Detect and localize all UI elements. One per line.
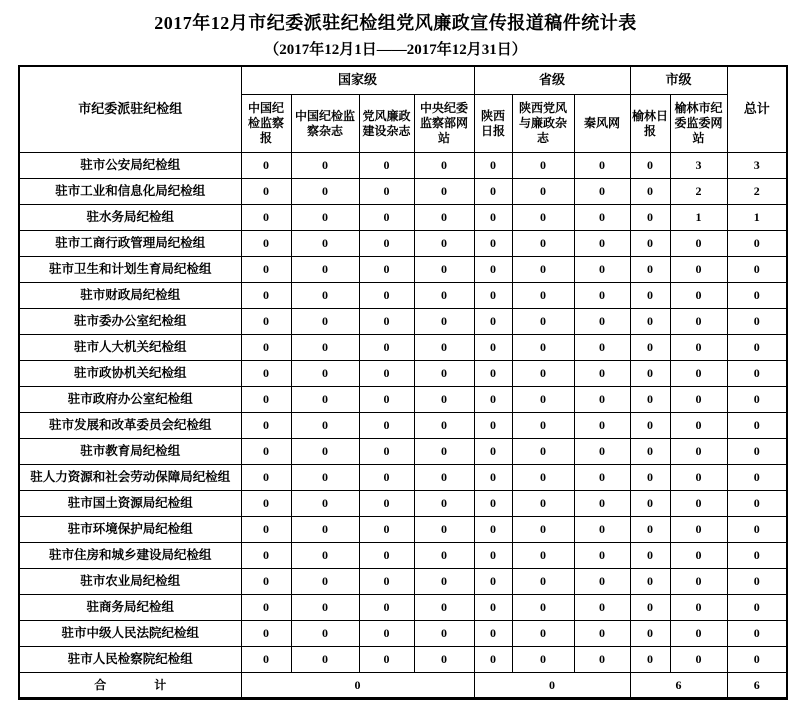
value-cell: 0: [512, 439, 574, 465]
value-cell: 0: [414, 153, 474, 179]
table-row: [19, 543, 787, 569]
value-cell: 0: [241, 283, 291, 309]
value-cell: 0: [670, 439, 727, 465]
value-cell: 0: [241, 647, 291, 673]
value-cell: 0: [512, 595, 574, 621]
value-cell: 0: [630, 647, 670, 673]
value-cell: 0: [474, 413, 512, 439]
value-cell: 0: [414, 543, 474, 569]
row-total-cell: 0: [727, 361, 787, 387]
value-cell: 0: [291, 647, 359, 673]
table-row: [19, 465, 787, 491]
value-cell: 0: [359, 595, 414, 621]
table-row: [19, 413, 787, 439]
summary-label: 合 计: [19, 673, 241, 699]
value-cell: 3: [670, 153, 727, 179]
table-row: [19, 387, 787, 413]
value-cell: 0: [512, 647, 574, 673]
value-cell: 0: [359, 569, 414, 595]
column-header-qfw: 秦风网: [574, 95, 630, 153]
value-cell: 0: [414, 309, 474, 335]
value-cell: 0: [512, 309, 574, 335]
value-cell: 0: [414, 465, 474, 491]
page-title: 2017年12月市纪委派驻纪检组党风廉政宣传报道稿件统计表: [154, 13, 637, 33]
value-cell: 0: [630, 361, 670, 387]
value-cell: 0: [414, 179, 474, 205]
value-cell: 0: [291, 595, 359, 621]
inspection-group-name: 驻市公安局纪检组: [19, 153, 241, 179]
value-cell: 0: [574, 413, 630, 439]
value-cell: 0: [241, 361, 291, 387]
table-row: [19, 361, 787, 387]
value-cell: 0: [474, 335, 512, 361]
value-cell: 0: [512, 257, 574, 283]
row-total-cell: 0: [727, 517, 787, 543]
value-cell: 0: [474, 569, 512, 595]
table-row: [19, 179, 787, 205]
value-cell: 2: [670, 179, 727, 205]
value-cell: 0: [414, 647, 474, 673]
value-cell: 0: [359, 257, 414, 283]
inspection-group-name: 驻市政府办公室纪检组: [19, 387, 241, 413]
value-cell: 0: [630, 387, 670, 413]
value-cell: 0: [414, 491, 474, 517]
value-cell: 0: [291, 205, 359, 231]
value-cell: 0: [574, 179, 630, 205]
value-cell: 0: [574, 569, 630, 595]
value-cell: 0: [574, 231, 630, 257]
value-cell: 0: [359, 205, 414, 231]
inspection-group-name: 驻市人大机关纪检组: [19, 335, 241, 361]
value-cell: 0: [241, 543, 291, 569]
total-header: 总计: [727, 66, 787, 153]
value-cell: 0: [630, 413, 670, 439]
value-cell: 0: [414, 387, 474, 413]
value-cell: 0: [512, 335, 574, 361]
value-cell: 0: [474, 647, 512, 673]
value-cell: 0: [474, 595, 512, 621]
value-cell: 0: [670, 387, 727, 413]
value-cell: 0: [359, 387, 414, 413]
value-cell: 0: [670, 595, 727, 621]
group-header-national: 国家级: [241, 66, 474, 95]
value-cell: 0: [241, 413, 291, 439]
value-cell: 0: [574, 465, 630, 491]
value-cell: 0: [359, 153, 414, 179]
value-cell: 0: [241, 569, 291, 595]
value-cell: 0: [630, 621, 670, 647]
value-cell: 0: [574, 283, 630, 309]
value-cell: 0: [241, 491, 291, 517]
row-total-cell: 0: [727, 465, 787, 491]
value-cell: 0: [512, 387, 574, 413]
value-cell: 0: [359, 231, 414, 257]
value-cell: 0: [359, 491, 414, 517]
table-row: [19, 517, 787, 543]
value-cell: 0: [414, 439, 474, 465]
value-cell: 0: [574, 647, 630, 673]
value-cell: 0: [512, 361, 574, 387]
value-cell: 0: [630, 517, 670, 543]
value-cell: 0: [574, 387, 630, 413]
value-cell: 0: [512, 491, 574, 517]
table-row: [19, 647, 787, 673]
row-total-cell: 0: [727, 595, 787, 621]
value-cell: 0: [574, 309, 630, 335]
value-cell: 0: [474, 491, 512, 517]
group-header-row: [19, 66, 787, 95]
value-cell: 0: [630, 153, 670, 179]
table-row: [19, 439, 787, 465]
inspection-group-name: 驻市中级人民法院纪检组: [19, 621, 241, 647]
value-cell: 0: [291, 387, 359, 413]
inspection-group-name: 驻水务局纪检组: [19, 205, 241, 231]
column-header-sxdfylzzz: 陕西党风与廉政杂志: [512, 95, 574, 153]
value-cell: 0: [512, 569, 574, 595]
value-cell: 0: [670, 621, 727, 647]
value-cell: 0: [359, 283, 414, 309]
corner-header: 市纪委派驻纪检组: [19, 66, 241, 153]
page-subtitle: （2017年12月1日——2017年12月31日）: [264, 42, 527, 58]
value-cell: 0: [474, 517, 512, 543]
inspection-group-name: 驻市工业和信息化局纪检组: [19, 179, 241, 205]
value-cell: 0: [359, 439, 414, 465]
value-cell: 0: [359, 465, 414, 491]
value-cell: 0: [241, 517, 291, 543]
value-cell: 0: [241, 309, 291, 335]
table-row: [19, 283, 787, 309]
table-body: [19, 153, 787, 673]
value-cell: 0: [670, 543, 727, 569]
value-cell: 0: [630, 283, 670, 309]
value-cell: 0: [512, 231, 574, 257]
value-cell: 0: [512, 517, 574, 543]
summary-national-total: 0: [241, 673, 474, 699]
value-cell: 0: [630, 205, 670, 231]
value-cell: 0: [359, 517, 414, 543]
value-cell: 0: [670, 413, 727, 439]
value-cell: 0: [474, 153, 512, 179]
value-cell: 0: [414, 517, 474, 543]
value-cell: 0: [630, 257, 670, 283]
value-cell: 0: [414, 621, 474, 647]
row-total-cell: 0: [727, 413, 787, 439]
inspection-group-name: 驻市教育局纪检组: [19, 439, 241, 465]
value-cell: 0: [414, 335, 474, 361]
table-row: [19, 231, 787, 257]
column-header-ylrb: 榆林日报: [630, 95, 670, 153]
value-cell: 0: [359, 361, 414, 387]
row-total-cell: 3: [727, 153, 787, 179]
value-cell: 0: [670, 569, 727, 595]
value-cell: 0: [670, 517, 727, 543]
value-cell: 0: [474, 465, 512, 491]
value-cell: 0: [359, 543, 414, 569]
value-cell: 0: [630, 595, 670, 621]
inspection-group-name: 驻市住房和城乡建设局纪检组: [19, 543, 241, 569]
inspection-group-name: 驻人力资源和社会劳动保障局纪检组: [19, 465, 241, 491]
inspection-group-name: 驻市农业局纪检组: [19, 569, 241, 595]
value-cell: 0: [241, 335, 291, 361]
value-cell: 0: [474, 283, 512, 309]
value-cell: 0: [241, 153, 291, 179]
value-cell: 0: [574, 257, 630, 283]
value-cell: 0: [670, 465, 727, 491]
value-cell: 0: [241, 231, 291, 257]
group-header-provincial: 省级: [474, 66, 630, 95]
summary-row: [19, 673, 787, 699]
column-header-zgjjjczz: 中国纪检监察杂志: [291, 95, 359, 153]
table-row: [19, 569, 787, 595]
value-cell: 0: [291, 491, 359, 517]
row-total-cell: 0: [727, 387, 787, 413]
value-cell: 0: [474, 309, 512, 335]
stats-table: [18, 65, 788, 700]
value-cell: 0: [291, 439, 359, 465]
value-cell: 0: [512, 621, 574, 647]
value-cell: 0: [414, 205, 474, 231]
column-header-ylsjwjwwz: 榆林市纪委监委网站: [670, 95, 727, 153]
value-cell: 1: [670, 205, 727, 231]
value-cell: 0: [241, 257, 291, 283]
value-cell: 0: [474, 387, 512, 413]
row-total-cell: 1: [727, 205, 787, 231]
value-cell: 0: [359, 413, 414, 439]
value-cell: 0: [291, 153, 359, 179]
value-cell: 0: [574, 205, 630, 231]
row-total-cell: 0: [727, 569, 787, 595]
row-total-cell: 0: [727, 439, 787, 465]
value-cell: 0: [474, 179, 512, 205]
value-cell: 0: [291, 335, 359, 361]
column-header-sxrb: 陕西日报: [474, 95, 512, 153]
value-cell: 0: [414, 283, 474, 309]
inspection-group-name: 驻市环境保护局纪检组: [19, 517, 241, 543]
column-header-dflzjszz: 党风廉政建设杂志: [359, 95, 414, 153]
value-cell: 0: [630, 491, 670, 517]
value-cell: 0: [670, 491, 727, 517]
summary-provincial-total: 0: [474, 673, 630, 699]
value-cell: 0: [359, 647, 414, 673]
column-header-zyjwjcbwz: 中央纪委监察部网站: [414, 95, 474, 153]
column-header-zgjjjcb: 中国纪检监察报: [241, 95, 291, 153]
row-total-cell: 0: [727, 257, 787, 283]
value-cell: 0: [359, 309, 414, 335]
value-cell: 0: [291, 517, 359, 543]
value-cell: 0: [291, 361, 359, 387]
value-cell: 0: [241, 621, 291, 647]
row-total-cell: 0: [727, 491, 787, 517]
value-cell: 0: [291, 621, 359, 647]
value-cell: 0: [241, 465, 291, 491]
row-total-cell: 0: [727, 647, 787, 673]
value-cell: 0: [414, 569, 474, 595]
value-cell: 0: [359, 179, 414, 205]
table-row: [19, 309, 787, 335]
value-cell: 0: [241, 205, 291, 231]
value-cell: 0: [574, 621, 630, 647]
table-row: [19, 621, 787, 647]
value-cell: 0: [241, 179, 291, 205]
table-row: [19, 257, 787, 283]
value-cell: 0: [630, 569, 670, 595]
value-cell: 0: [291, 465, 359, 491]
summary-grand-total: 6: [727, 673, 787, 699]
value-cell: 0: [630, 309, 670, 335]
value-cell: 0: [670, 361, 727, 387]
row-total-cell: 0: [727, 543, 787, 569]
row-total-cell: 0: [727, 283, 787, 309]
value-cell: 0: [291, 231, 359, 257]
value-cell: 0: [670, 283, 727, 309]
value-cell: 0: [512, 283, 574, 309]
value-cell: 0: [359, 335, 414, 361]
value-cell: 0: [630, 439, 670, 465]
inspection-group-name: 驻市委办公室纪检组: [19, 309, 241, 335]
summary-city-total: 6: [630, 673, 727, 699]
value-cell: 0: [512, 179, 574, 205]
inspection-group-name: 驻市发展和改革委员会纪检组: [19, 413, 241, 439]
table-row: [19, 595, 787, 621]
value-cell: 0: [291, 179, 359, 205]
value-cell: 0: [291, 543, 359, 569]
inspection-group-name: 驻市工商行政管理局纪检组: [19, 231, 241, 257]
value-cell: 0: [241, 439, 291, 465]
value-cell: 0: [574, 595, 630, 621]
value-cell: 0: [414, 231, 474, 257]
value-cell: 0: [474, 231, 512, 257]
table-row: [19, 335, 787, 361]
value-cell: 0: [414, 361, 474, 387]
value-cell: 0: [670, 231, 727, 257]
value-cell: 0: [630, 231, 670, 257]
table-row: [19, 205, 787, 231]
value-cell: 0: [574, 439, 630, 465]
value-cell: 0: [474, 205, 512, 231]
row-total-cell: 0: [727, 309, 787, 335]
inspection-group-name: 驻市财政局纪检组: [19, 283, 241, 309]
value-cell: 0: [630, 543, 670, 569]
value-cell: 0: [291, 309, 359, 335]
value-cell: 0: [474, 361, 512, 387]
value-cell: 0: [241, 387, 291, 413]
value-cell: 0: [414, 413, 474, 439]
value-cell: 0: [474, 621, 512, 647]
value-cell: 0: [574, 517, 630, 543]
value-cell: 0: [630, 179, 670, 205]
value-cell: 0: [512, 413, 574, 439]
table-row: [19, 153, 787, 179]
value-cell: 0: [670, 647, 727, 673]
value-cell: 0: [574, 153, 630, 179]
value-cell: 0: [474, 257, 512, 283]
value-cell: 0: [291, 257, 359, 283]
value-cell: 0: [414, 257, 474, 283]
value-cell: 0: [291, 413, 359, 439]
value-cell: 0: [574, 543, 630, 569]
value-cell: 0: [414, 595, 474, 621]
value-cell: 0: [291, 569, 359, 595]
inspection-group-name: 驻市卫生和计划生育局纪检组: [19, 257, 241, 283]
value-cell: 0: [512, 465, 574, 491]
inspection-group-name: 驻商务局纪检组: [19, 595, 241, 621]
value-cell: 0: [630, 335, 670, 361]
inspection-group-name: 驻市国土资源局纪检组: [19, 491, 241, 517]
row-total-cell: 0: [727, 335, 787, 361]
value-cell: 0: [474, 439, 512, 465]
value-cell: 0: [474, 543, 512, 569]
value-cell: 0: [291, 283, 359, 309]
row-total-cell: 2: [727, 179, 787, 205]
row-total-cell: 0: [727, 621, 787, 647]
value-cell: 0: [670, 309, 727, 335]
value-cell: 0: [574, 335, 630, 361]
row-total-cell: 0: [727, 231, 787, 257]
value-cell: 0: [359, 621, 414, 647]
table-row: [19, 491, 787, 517]
inspection-group-name: 驻市人民检察院纪检组: [19, 647, 241, 673]
value-cell: 0: [512, 205, 574, 231]
value-cell: 0: [670, 335, 727, 361]
value-cell: 0: [630, 465, 670, 491]
value-cell: 0: [241, 595, 291, 621]
value-cell: 0: [512, 153, 574, 179]
value-cell: 0: [670, 257, 727, 283]
group-header-city: 市级: [630, 66, 727, 95]
value-cell: 0: [574, 361, 630, 387]
value-cell: 0: [574, 491, 630, 517]
inspection-group-name: 驻市政协机关纪检组: [19, 361, 241, 387]
value-cell: 0: [512, 543, 574, 569]
